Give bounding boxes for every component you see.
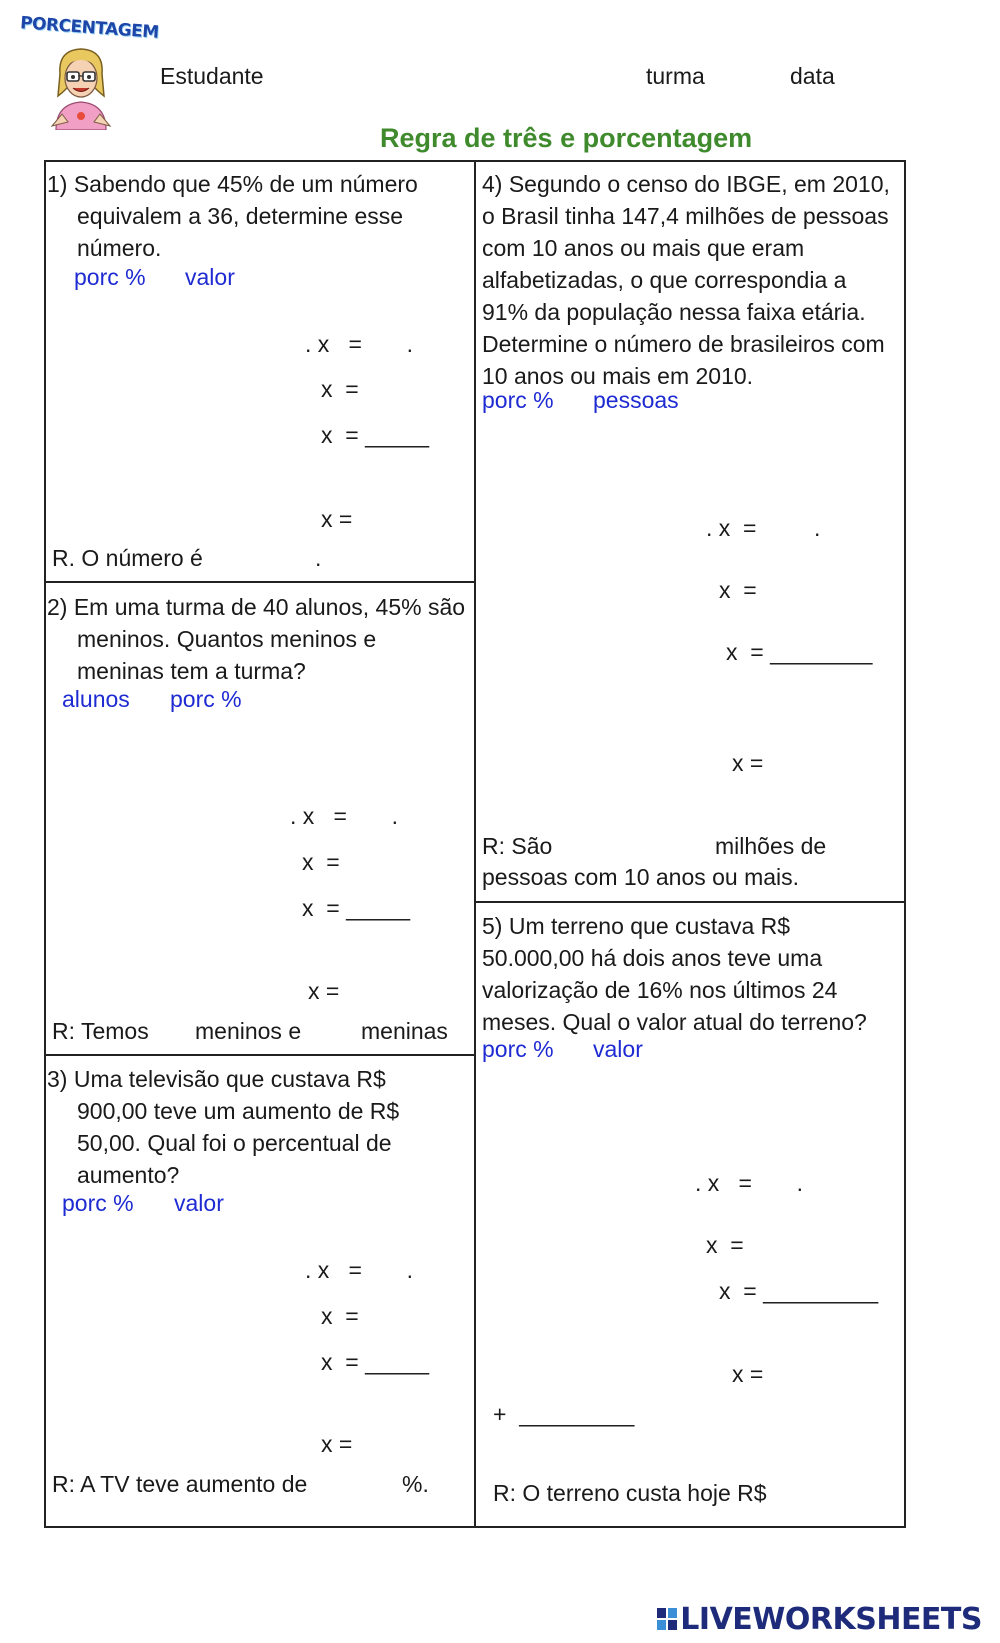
question-5-line: meses. Qual o valor atual do terreno?	[482, 1009, 867, 1035]
q1-answer-period: .	[315, 545, 322, 571]
q2-answer-girls: meninas	[361, 1018, 448, 1044]
question-4-line: Determine o número de brasileiros com	[482, 331, 885, 357]
q5-answer-text: R: O terreno custa hoje R$	[493, 1480, 767, 1506]
q5-equation-line-4: x =	[732, 1361, 764, 1387]
q4-equation-line-2: x =	[719, 577, 757, 603]
q4-answer-text: R: São	[482, 833, 553, 859]
divider-q2-q3	[44, 1054, 476, 1056]
question-4-text	[482, 168, 902, 392]
question-2-line: meninas tem a turma?	[77, 658, 306, 684]
q1-col-value-label: valor	[185, 264, 235, 290]
question-4-line: 4) Segundo o censo do IBGE, em 2010,	[482, 171, 890, 197]
grid-right-border	[904, 160, 906, 1528]
question-5-line: 5) Um terreno que custava R$	[482, 913, 791, 939]
q1-equation-line-2: x =	[321, 376, 359, 402]
q2-col-percent-label: porc %	[170, 686, 242, 712]
q3-answer-text: R: A TV teve aumento de	[52, 1471, 308, 1497]
page-title: Regra de três e porcentagem	[380, 123, 753, 153]
date-label: data	[790, 63, 835, 89]
question-3-line: 50,00. Qual foi o percentual de	[77, 1130, 392, 1156]
question-3-line: aumento?	[77, 1162, 180, 1188]
question-4-line: o Brasil tinha 147,4 milhões de pessoas	[482, 203, 889, 229]
q2-col-students-label: alunos	[62, 686, 130, 712]
liveworksheets-brand: LIVEWORKSHEETS	[680, 1602, 982, 1637]
q3-col-value-label: valor	[174, 1190, 224, 1216]
question-5-line: valorização de 16% nos últimos 24	[482, 977, 838, 1003]
teacher-avatar	[46, 44, 116, 130]
q4-equation-line-4: x =	[732, 750, 764, 776]
q2-answer-boys: meninos e	[195, 1018, 302, 1044]
q2-equation-line-4: x =	[308, 978, 340, 1004]
q4-answer-millions: milhões de	[715, 833, 827, 859]
q1-col-percent-label: porc %	[74, 264, 146, 290]
q5-equation-line-3: x = _________	[719, 1278, 879, 1304]
q3-equation-line-3: x = _____	[321, 1349, 430, 1375]
q1-answer-text: R. O número é	[52, 545, 203, 571]
q5-col-percent-label: porc %	[482, 1036, 554, 1062]
question-1-line: 1) Sabendo que 45% de um número	[47, 171, 418, 197]
q5-plus-line: + _________	[493, 1401, 635, 1427]
question-1-line: equivalem a 36, determine esse	[77, 203, 404, 229]
question-1-line: número.	[77, 235, 162, 261]
q3-equation-line-4: x =	[321, 1431, 353, 1457]
q5-col-value-label: valor	[593, 1036, 643, 1062]
q1-equation-line-3: x = _____	[321, 422, 430, 448]
question-3-text	[47, 1063, 472, 1191]
q3-equation-line-2: x =	[321, 1303, 359, 1329]
teacher-avatar-icon	[46, 44, 116, 130]
question-1-text	[47, 168, 472, 264]
q3-equation-line-1: . x = .	[305, 1257, 414, 1283]
grid-center-divider	[474, 160, 476, 1528]
q3-answer-percent: %.	[402, 1471, 429, 1497]
q2-equation-line-2: x =	[302, 849, 340, 875]
q1-equation-line-1: . x = .	[305, 331, 414, 357]
question-3-line: 3) Uma televisão que custava R$	[47, 1066, 386, 1092]
divider-q1-q2	[44, 581, 476, 583]
q4-col-percent-label: porc %	[482, 387, 554, 413]
q4-equation-line-1: . x = .	[706, 515, 821, 541]
question-4-line: alfabetizadas, o que correspondia a	[482, 267, 847, 293]
grid-left-border	[44, 160, 46, 1528]
q4-answer-line-2: pessoas com 10 anos ou mais.	[482, 864, 800, 890]
question-4-line: 10 anos ou mais em 2010.	[482, 363, 754, 389]
q5-equation-line-1: . x = .	[695, 1170, 804, 1196]
liveworksheets-mark-icon	[656, 1606, 678, 1632]
divider-q4-q5	[474, 901, 906, 903]
question-5-line: 50.000,00 há dois anos teve uma	[482, 945, 823, 971]
question-4-line: com 10 anos ou mais que eram	[482, 235, 805, 261]
q4-col-people-label: pessoas	[593, 387, 679, 413]
question-3-line: 900,00 teve um aumento de R$	[77, 1098, 400, 1124]
question-4-line: 91% da população nessa faixa etária.	[482, 299, 866, 325]
liveworksheets-logo	[656, 1602, 982, 1637]
question-2-line: meninos. Quantos meninos e	[77, 626, 377, 652]
q2-equation-line-1: . x = .	[290, 803, 399, 829]
question-5-text	[482, 910, 902, 1038]
student-label: Estudante	[160, 63, 264, 89]
question-2-text	[47, 591, 475, 687]
q4-equation-line-3: x = ________	[726, 639, 873, 665]
porcentagem-logo: PORCENTAGEM	[19, 13, 160, 43]
question-2-line: 2) Em uma turma de 40 alunos, 45% são	[47, 594, 466, 620]
q3-col-percent-label: porc %	[62, 1190, 134, 1216]
q2-answer-text: R: Temos	[52, 1018, 149, 1044]
class-label: turma	[646, 63, 705, 89]
q2-equation-line-3: x = _____	[302, 895, 411, 921]
q5-equation-line-2: x =	[706, 1232, 744, 1258]
q1-equation-line-4: x =	[321, 506, 353, 532]
